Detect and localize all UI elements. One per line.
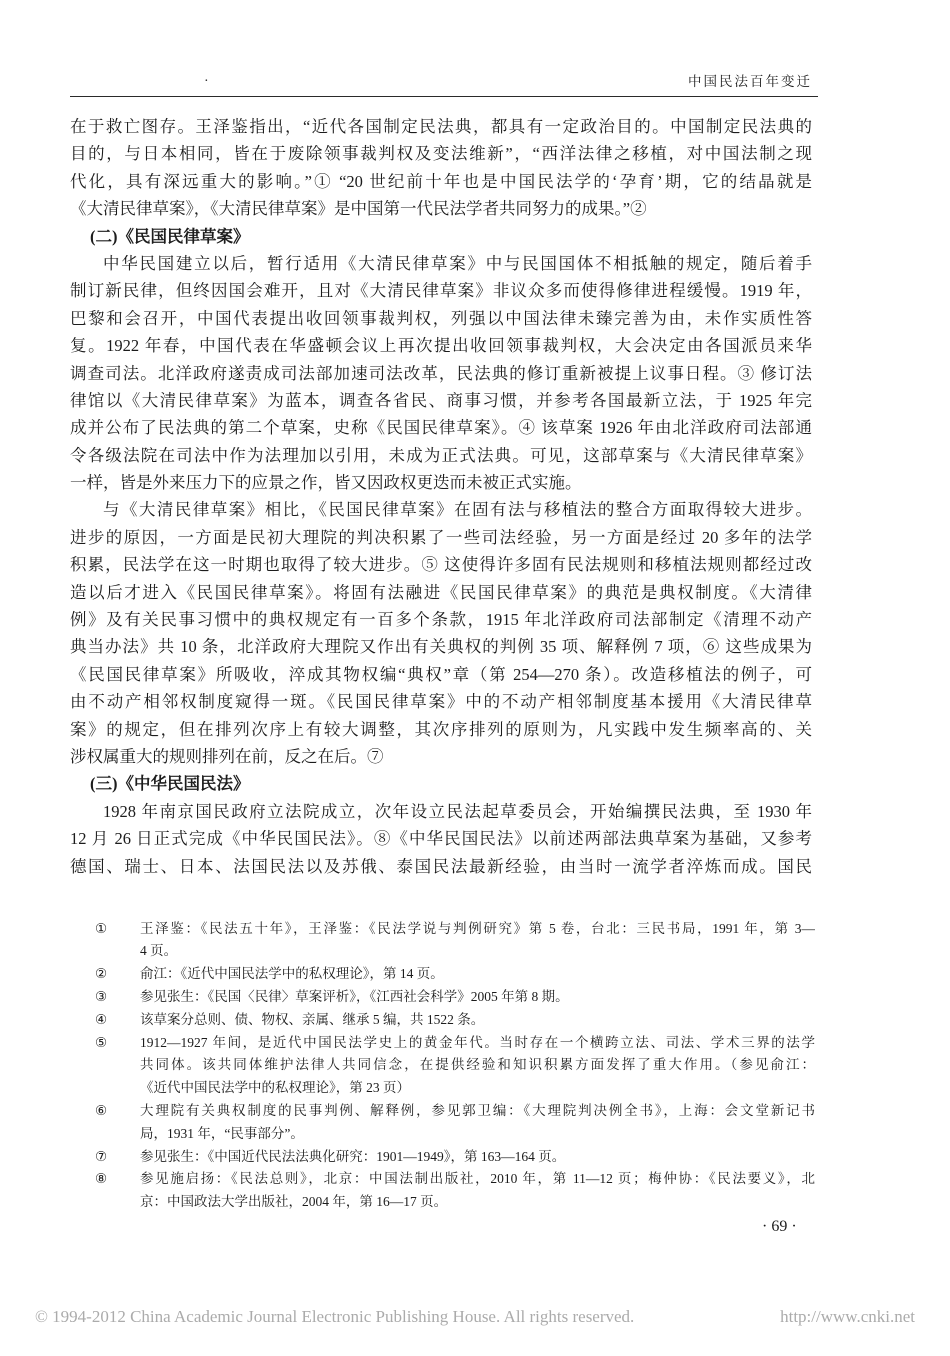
footnote-2 [95, 963, 815, 986]
body-line: 巴黎和会召开，中国代表提出收回领事裁判权，列强以中国法律未臻完善为由，未作实质性答 [70, 308, 812, 328]
footnote-marker: ④ [95, 1011, 108, 1027]
footnote-7 [95, 1146, 815, 1169]
footnote-6 [95, 1100, 815, 1146]
body-line: 涉权属重大的规则排列在前，反之在后。⑦ [70, 746, 384, 766]
footnote-line: 4 页。 [140, 943, 178, 959]
body-line: 目的，与日本相同，皆在于废除领事裁判权及变法维新”，“西洋法律之移植，对中国法制之现 [70, 144, 812, 164]
body-line: 令各级法院在司法中作为法理加以引用，未成为正式法典。可见，这部草案与《大清民律草案》 [70, 445, 812, 465]
footnote-line: 俞江：《近代中国民法学中的私权理论》，第 14 页。 [140, 966, 444, 982]
paragraph-4 [70, 798, 812, 880]
body-line: 1928 年南京国民政府立法院成立，次年设立民法起草委员会，开始编撰民法典，至 1930 年 [103, 801, 812, 821]
body-line: 德国、瑞士、日本、法国民法以及苏俄、泰国民法最新经验，由当时一流学者淬炼而成。国民 [70, 856, 812, 876]
article-body [70, 113, 812, 880]
footnote-3 [95, 986, 815, 1009]
body-line: 例》及有关民事习惯中的典权规定有一百多个条款，1915 年北洋政府司法部制定《清理不动产 [70, 610, 812, 630]
footnote-line: 参见施启扬：《民法总则》，北京：中国法制出版社，2010 年，第 11—12 页；梅仲协：《民法要义》，北 [140, 1171, 815, 1187]
footnote-marker: ② [95, 966, 108, 982]
footnote-line: 京：中国政法大学出版社，2004 年，第 16—17 页。 [140, 1194, 448, 1210]
footnote-marker: ⑧ [95, 1171, 108, 1187]
body-line: 进步的原因，一方面是民初大理院的判决积累了一些司法经验，另一方面是经过 20 多年的法学 [70, 527, 812, 547]
footnote-8 [95, 1168, 815, 1214]
footnote-line: 参见张生：《民国〈民律〉草案评析》，《江西社会科学》2005 年第 8 期。 [140, 988, 569, 1004]
header-dot: · [204, 74, 209, 89]
body-line: 律馆以《大清民律草案》为蓝本，调查各省民、商事习惯，并参考各国最新立法，于 1925 年完 [70, 390, 812, 410]
running-title: 中国民法百年变迁 [688, 74, 812, 89]
footnote-line: 王泽鉴：《民法五十年》，王泽鉴：《民法学说与判例研究》第 5 卷，台北：三民书局，1991 年，第 3— [140, 920, 815, 936]
paragraph-3 [70, 496, 812, 770]
body-line: 与《大清民律草案》相比，《民国民律草案》在固有法与移植法的整合方面取得较大进步。 [103, 500, 812, 520]
section-heading-3: (三)《中华民国民法》 [90, 774, 250, 794]
body-line: 代化，具有深远重大的影响。”① “20 世纪前十年也是中国民法学的‘孕育’期，它的结晶就是 [70, 171, 812, 191]
footnote-marker: ⑤ [95, 1034, 108, 1050]
footnote-marker: ⑦ [95, 1148, 108, 1164]
body-line: 造以后才进入《民国民律草案》。将固有法融进《民国民律草案》的典范是典权制度。《大清律 [70, 582, 812, 602]
footnote-line: 该草案分总则、债、物权、亲属、继承 5 编，共 1522 条。 [140, 1011, 485, 1027]
body-line: 中华民国建立以后，暂行适用《大清民律草案》中与民国国体不相抵触的规定，随后着手 [103, 253, 812, 273]
body-line: 复。1922 年春，中国代表在华盛顿会议上再次提出收回领事裁判权，大会决定由各国派员来华 [70, 336, 812, 356]
footnote-4 [95, 1009, 815, 1032]
footer-url: http://www.cnki.net [780, 1307, 915, 1326]
copyright-footer [35, 1306, 915, 1328]
paragraph-1 [70, 113, 812, 223]
footnote-line: 《近代中国民法学中的私权理论》，第 23 页） [140, 1080, 410, 1096]
footnote-line: 1912—1927 年间，是近代中国民法学史上的黄金年代。当时存在一个横跨立法、司法、学术三界的法学 [140, 1034, 815, 1050]
body-line: 制订新民律，但终因国会难开，且对《大清民律草案》非议众多而使得修律进程缓慢。1919 年， [70, 281, 812, 301]
footnote-line: 局，1931 年，“民事部分”。 [140, 1125, 304, 1141]
footnote-marker: ③ [95, 988, 108, 1004]
body-line: 积累，民法学在这一时期也取得了较大进步。⑤ 这使得许多固有民法规则和移植法规则都经过改 [70, 555, 812, 575]
body-line: 案》的规定，但在排列次序上有较大调整，其次序排列的原则为，凡实践中发生频率高的、关 [70, 719, 812, 739]
body-line: 《大清民律草案》，《大清民律草案》是中国第一代民法学者共同努力的成果。”② [70, 199, 647, 219]
footnote-line: 大理院有关典权制度的民事判例、解释例，参见郭卫编：《大理院判决例全书》，上海：会文堂新记书 [140, 1102, 815, 1118]
page-number: · 69 · [762, 1218, 797, 1235]
body-line: 由不动产相邻权制度窥得一斑。《民国民律草案》中的不动产相邻制度基本援用《大清民律草 [70, 692, 812, 712]
body-line: 一样，皆是外来压力下的应景之作，皆又因政权更迭而未被正式实施。 [70, 473, 582, 493]
body-line: 12 月 26 日正式完成《中华民国民法》。⑧《中华民国民法》以前述两部法典草案为基础，又参考 [70, 829, 812, 849]
body-line: 《民国民律草案》所吸收，淬成其物权编“典权”章（第 254—270 条）。改造移植法的例子，可 [70, 664, 812, 684]
footnote-line: 共同体。该共同体维护法律人共同信念，在提供经验和知识积累方面发挥了重大作用。（参见俞江： [140, 1057, 815, 1073]
body-line: 成并公布了民法典的第二个草案，史称《民国民律草案》。④ 该草案 1926 年由北洋政府司法部通 [70, 418, 812, 438]
footnote-marker: ① [95, 920, 108, 936]
footnote-5 [95, 1032, 815, 1100]
copyright-notice: © 1994-2012 China Academic Journal Electronic Publishing House. All rights reserved. [35, 1307, 635, 1326]
footnote-line: 参见张生：《中国近代民法法典化研究：1901—1949》，第 163—164 页。 [140, 1148, 566, 1164]
footnotes [95, 918, 815, 1214]
footnote-marker: ⑥ [95, 1102, 108, 1118]
footnote-1 [95, 918, 815, 964]
paragraph-2 [70, 250, 812, 497]
body-line: 调查司法。北洋政府遂责成司法部加速司法改革，民法典的修订重新被提上议事日程。③ 修订法 [70, 363, 812, 383]
section-heading-2: (二)《民国民律草案》 [90, 226, 250, 246]
body-line: 在于救亡图存。王泽鉴指出，“近代各国制定民法典，都具有一定政治目的。中国制定民法典的 [70, 117, 812, 136]
body-line: 典当办法》共 10 条，北洋政府大理院又作出有关典权的判例 35 项、解释例 7 项，⑥ 这些成果为 [70, 637, 812, 657]
header-rule [70, 96, 818, 97]
